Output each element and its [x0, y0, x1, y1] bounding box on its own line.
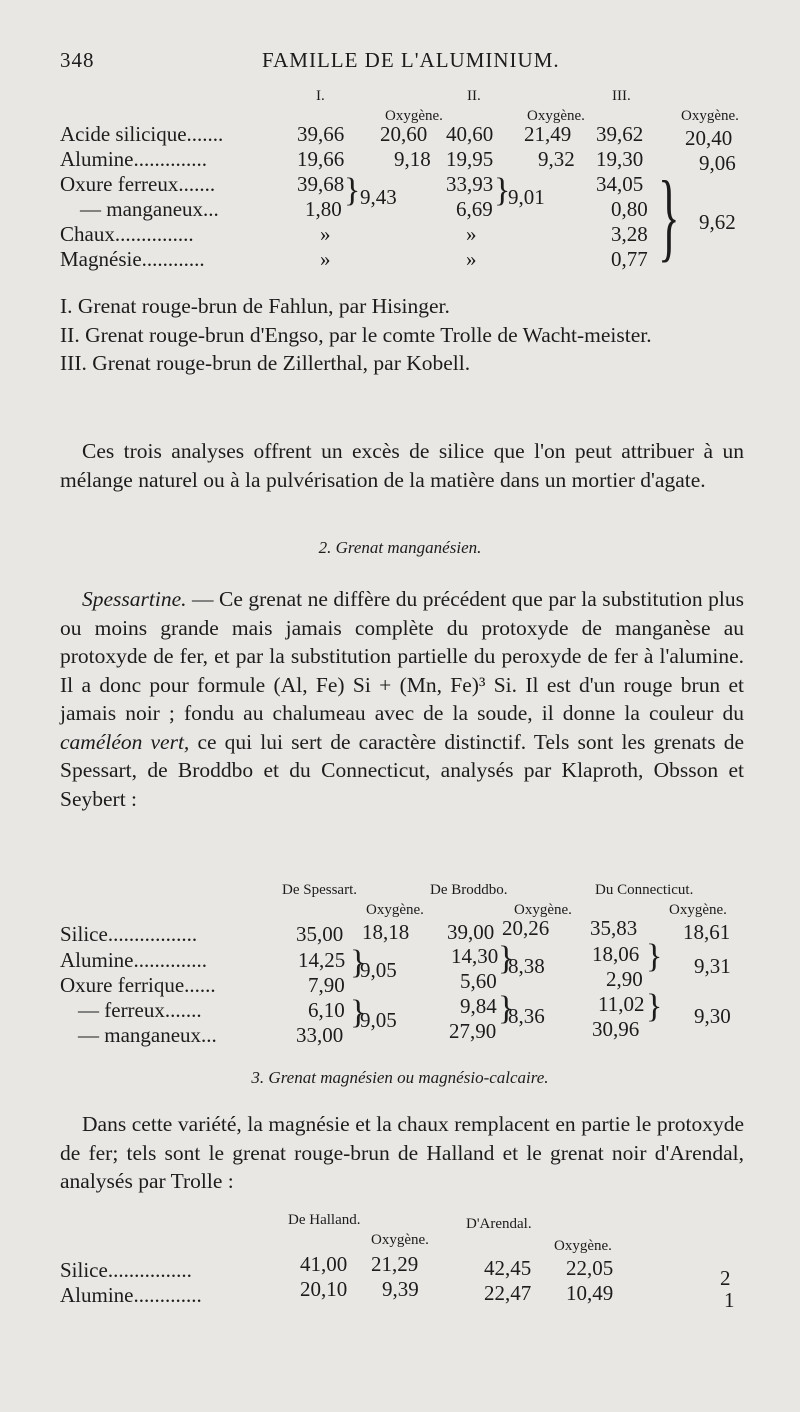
row-label: — manganeux... [80, 197, 219, 221]
col-header: De Spessart. [282, 882, 357, 898]
oxygen-header: Oxygène. [371, 1232, 429, 1248]
cell: 35,83 [590, 916, 638, 940]
cell: 18,18 [362, 920, 410, 944]
cell: 19,30 [596, 147, 644, 171]
cell: 9,30 [694, 1004, 731, 1028]
cell: 1,80 [305, 197, 342, 221]
cell: 9,05 [360, 1008, 397, 1032]
row-label: Oxure ferrique...... [60, 973, 216, 997]
cell: 20,26 [502, 916, 550, 940]
cell: 27,90 [449, 1019, 497, 1043]
cell: 14,25 [298, 948, 346, 972]
paragraph-text: Ces trois analyses offrent un excès de silice que l'on peut attribuer à un mélange naturel ou à la pulvérisation de la matière dans un mortier d'agate. [60, 439, 744, 492]
cell: 9,39 [382, 1277, 419, 1301]
row-label: Chaux............... [60, 222, 194, 246]
cell: 20,40 [685, 126, 733, 150]
brace: } [494, 172, 511, 209]
text: Il est d'un rouge brun et jamais noir ; fondu au chalumeau avec de la soude, il donne la couleur du [60, 672, 744, 725]
brace: } [646, 938, 663, 975]
cell: » [320, 247, 331, 271]
cell: 20,10 [300, 1277, 348, 1301]
ratio: 1 [724, 1288, 735, 1312]
cell: 5,60 [460, 969, 497, 993]
cell: 9,01 [508, 185, 545, 209]
cell: 22,05 [566, 1256, 614, 1280]
cell: » [466, 222, 477, 246]
brace: } [344, 172, 361, 209]
brace: } [498, 990, 515, 1027]
cell: 10,49 [566, 1281, 614, 1305]
cell: 0,77 [611, 247, 648, 271]
text: — Ce grenat ne diffère du précédent que par la substitution plus ou moins grande mais jamais complète du protoxyde de manganèse au protoxyde de fer, et par la substitution partielle du peroxyde de fer à l'alumine. Il a donc pour formule [60, 587, 744, 697]
cell: 21,29 [371, 1252, 419, 1276]
col-header: II. [467, 88, 481, 104]
note: II. Grenat rouge-brun d'Engso, par le comte Trolle de Wacht-meister. [60, 322, 652, 347]
cell: 9,62 [699, 210, 736, 234]
cell: 8,36 [508, 1004, 545, 1028]
row-label: Alumine.............. [60, 147, 207, 171]
cell: 21,49 [524, 122, 572, 146]
cell: 39,00 [447, 920, 495, 944]
col-header: Du Connecticut. [595, 882, 694, 898]
cell: » [320, 222, 331, 246]
row-label: Alumine.............. [60, 948, 207, 972]
running-title: FAMILLE DE L'ALUMINIUM. [262, 48, 560, 72]
cell: 39,66 [297, 122, 345, 146]
brace: } [498, 940, 515, 977]
cell: 18,61 [683, 920, 731, 944]
cell: 41,00 [300, 1252, 348, 1276]
paragraph [60, 585, 744, 813]
text: ce qui lui sert de caractère distinctif. Tels sont les grenats de Spessart, de Broddbo et du Connecticut, analysés par Klaproth, Obsson et Seybert : [60, 729, 744, 811]
cell: 6,10 [308, 998, 345, 1022]
cell: 20,60 [380, 122, 428, 146]
oxygen-header: Oxygène. [366, 902, 424, 918]
paragraph [60, 1110, 744, 1196]
cell: 2,90 [606, 967, 643, 991]
cell: 19,95 [446, 147, 494, 171]
page-number: 348 [60, 48, 95, 72]
cell: 3,28 [611, 222, 648, 246]
oxygen-header: Oxygène. [527, 108, 585, 124]
cell: 11,02 [598, 992, 645, 1016]
cell: 33,00 [296, 1023, 344, 1047]
row-label: Alumine............. [60, 1283, 202, 1307]
cell: 42,45 [484, 1256, 532, 1280]
row-label: — manganeux... [78, 1023, 217, 1047]
cell: 9,32 [538, 147, 575, 171]
cell: 30,96 [592, 1017, 640, 1041]
col-header: De Halland. [288, 1212, 361, 1228]
cell: 33,93 [446, 172, 494, 196]
col-header: De Broddbo. [430, 882, 508, 898]
oxygen-header: Oxygène. [554, 1238, 612, 1254]
cell: 9,05 [360, 958, 397, 982]
cell: 6,69 [456, 197, 493, 221]
cell: 34,05 [596, 172, 644, 196]
cell: 0,80 [611, 197, 648, 221]
note: III. Grenat rouge-brun de Zillerthal, par Kobell. [60, 351, 471, 375]
cell: 7,90 [308, 973, 345, 997]
italic-text: caméléon vert, [60, 729, 190, 754]
cell: 39,62 [596, 122, 644, 146]
cell: 9,06 [699, 151, 736, 175]
brace: } [350, 994, 367, 1031]
row-label: Silice................. [60, 922, 198, 946]
paragraph-text [60, 585, 744, 813]
col-header: D'Arendal. [466, 1216, 532, 1232]
formula: (Al, Fe) Si + (Mn, Fe)³ Si. [273, 672, 518, 697]
cell: 9,84 [460, 994, 497, 1018]
section-heading: 3. Grenat magnésien ou magnésio-calcaire. [251, 1068, 549, 1087]
cell: 9,31 [694, 954, 731, 978]
col-header: III. [612, 88, 631, 104]
col-header: I. [316, 88, 325, 104]
term: Spessartine. [82, 587, 187, 611]
row-label: Acide silicique....... [60, 122, 224, 146]
oxygen-header: Oxygène. [514, 902, 572, 918]
ratio: 2 [720, 1266, 731, 1290]
table-notes [60, 292, 744, 378]
cell: 35,00 [296, 922, 344, 946]
brace: } [646, 988, 663, 1025]
paragraph [60, 437, 744, 494]
cell: 39,68 [297, 172, 345, 196]
cell: » [466, 247, 477, 271]
cell: 8,38 [508, 954, 545, 978]
paragraph-text: Dans cette variété, la magnésie et la chaux remplacent en partie le protoxyde de fer; tels sont le grenat rouge-brun de Halland et le grenat noir d'Arendal, analysés par Trolle : [60, 1112, 744, 1193]
oxygen-header: Oxygène. [669, 902, 727, 918]
row-label: — ferreux....... [78, 998, 202, 1022]
row-label: Silice................ [60, 1258, 192, 1282]
cell: 40,60 [446, 122, 494, 146]
cell: 9,18 [394, 147, 431, 171]
oxygen-header: Oxygène. [681, 108, 739, 124]
brace: } [658, 160, 680, 271]
row-label: Magnésie............ [60, 247, 205, 271]
brace: } [350, 944, 367, 981]
cell: 9,43 [360, 185, 397, 209]
note: I. Grenat rouge-brun de Fahlun, par Hisinger. [60, 294, 450, 318]
cell: 22,47 [484, 1281, 532, 1305]
cell: 19,66 [297, 147, 345, 171]
row-label: Oxure ferreux....... [60, 172, 216, 196]
cell: 18,06 [592, 942, 640, 966]
oxygen-header: Oxygène. [385, 108, 443, 124]
cell: 14,30 [451, 944, 499, 968]
section-heading: 2. Grenat manganésien. [318, 538, 482, 557]
